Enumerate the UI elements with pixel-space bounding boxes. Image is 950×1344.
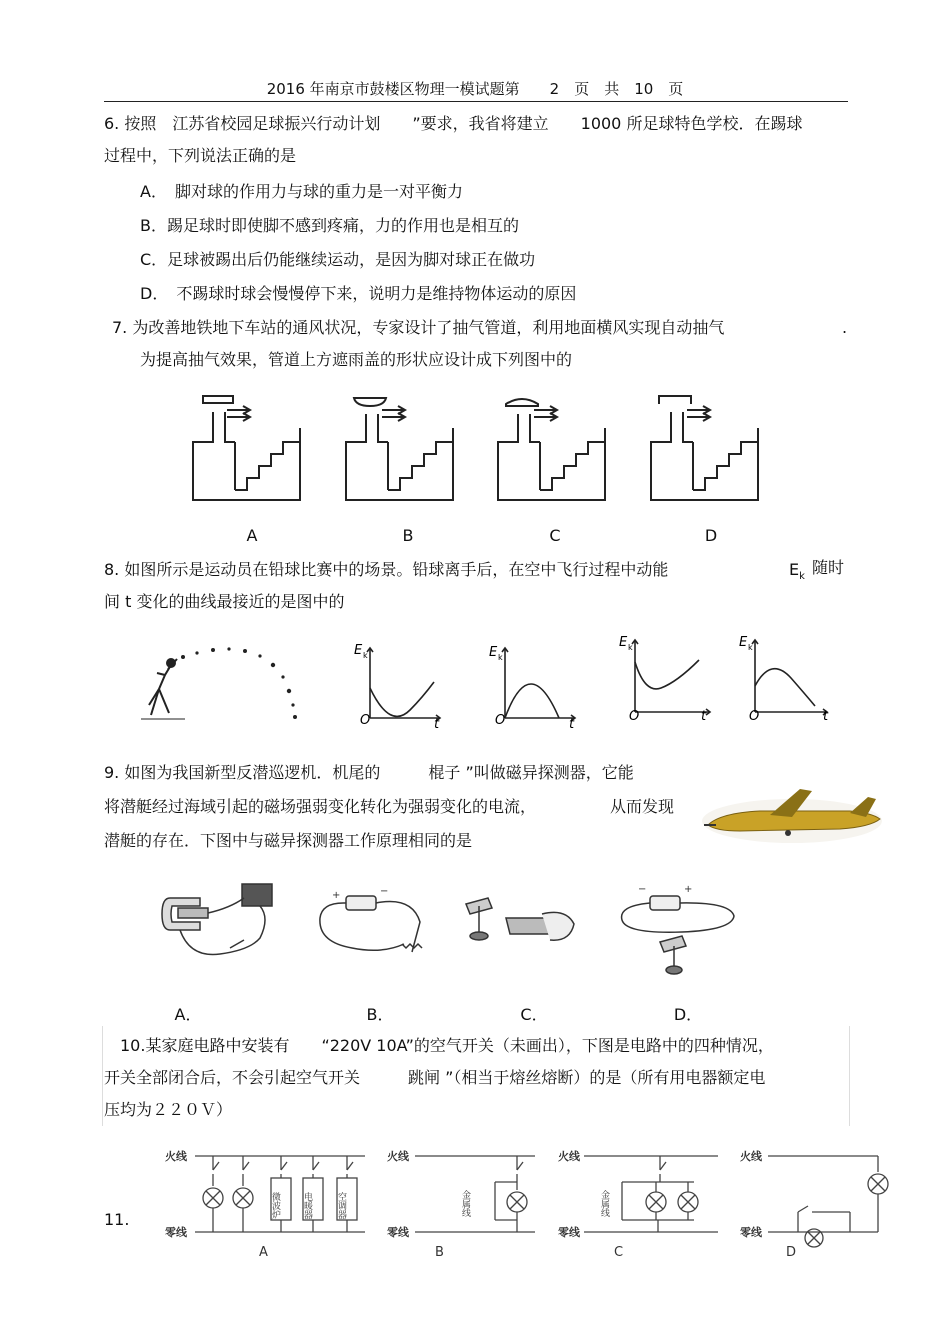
q10-label-a: A bbox=[259, 1245, 268, 1260]
q8-graph-4 bbox=[735, 632, 835, 722]
q8-line2: 间 t 变化的曲线最接近的是图中的 bbox=[104, 592, 345, 611]
svg-text:t: t bbox=[569, 717, 575, 732]
svg-text:O: O bbox=[629, 709, 640, 724]
q9-figure-d bbox=[612, 882, 742, 977]
q7-label-d: D bbox=[704, 526, 718, 545]
svg-text:O: O bbox=[360, 713, 371, 728]
patrol-aircraft-image bbox=[700, 775, 885, 845]
q10-circuit-d bbox=[738, 1140, 898, 1260]
q8-graph-3 bbox=[615, 632, 720, 722]
svg-text:+: + bbox=[332, 890, 341, 901]
svg-text:零线: 零线 bbox=[558, 1226, 580, 1239]
svg-text:k: k bbox=[748, 643, 753, 652]
q9-label-c: C． bbox=[520, 1005, 548, 1024]
svg-text:零线: 零线 bbox=[387, 1226, 409, 1239]
q9-label-d: D． bbox=[673, 1005, 703, 1024]
svg-text:E: E bbox=[489, 645, 498, 660]
q7-figure-b bbox=[338, 390, 468, 510]
q6-option-d: D． 不踢球时球会慢慢停下来，说明力是维持物体运动的原因 bbox=[140, 284, 577, 303]
q8-ek: $E_k$ bbox=[789, 560, 805, 583]
q9-line2: 将潜艇经过海域引起的磁场强弱变化转化为强弱变化的电流， bbox=[104, 797, 537, 816]
q9-figure-b bbox=[312, 882, 432, 972]
svg-text:k: k bbox=[628, 643, 633, 652]
shot-put-scene bbox=[135, 645, 310, 725]
q7-line1-end: . bbox=[842, 318, 848, 337]
q7-figure-a bbox=[185, 390, 315, 510]
svg-text:k: k bbox=[498, 653, 503, 662]
q7-label-c: C bbox=[549, 526, 561, 545]
q6-line1: 6. 按照 江苏省校园足球振兴行动计划 ”要求，我省将建立 1000 所足球特色学校．在踢球 bbox=[104, 114, 803, 133]
q10-label-b: B bbox=[435, 1245, 444, 1260]
q10-line1: 10.某家庭电路中安装有 “220V 10A”的空气开关（未画出），下图是电路中的四种情况， bbox=[120, 1036, 774, 1055]
q8-graph-2 bbox=[485, 640, 580, 732]
q7-label-a: A bbox=[246, 526, 258, 545]
q8-line1-end: 随时 bbox=[812, 558, 845, 577]
svg-text:空调器: 空调器 bbox=[336, 1192, 346, 1219]
svg-text:零线: 零线 bbox=[740, 1226, 762, 1239]
q10-label-c: C bbox=[614, 1245, 624, 1260]
q10-circuit-c bbox=[558, 1140, 733, 1260]
q10-line3: 压均为２２０Ｖ） bbox=[104, 1100, 233, 1119]
svg-text:微波炉: 微波炉 bbox=[270, 1192, 280, 1219]
q9-line1: 9. 如图为我国新型反潜巡逻机．机尾的 棍子 ”叫做磁异探测器，它能 bbox=[104, 763, 634, 782]
q10-a-live: 火线 bbox=[165, 1150, 187, 1163]
svg-text:火线: 火线 bbox=[387, 1150, 409, 1163]
svg-text:t: t bbox=[701, 709, 707, 724]
svg-text:电暖器: 电暖器 bbox=[302, 1192, 312, 1219]
q10-b-metal: 金属线 bbox=[460, 1190, 470, 1217]
q10-line2: 开关全部闭合后，不会引起空气开关 跳闸 ”（相当于熔丝熔断）的是（所有用电器额定电 bbox=[104, 1068, 766, 1087]
header-rule bbox=[104, 101, 848, 102]
q9-line2-end: 从而发现 bbox=[610, 797, 675, 816]
q9-label-a: A． bbox=[174, 1005, 202, 1024]
svg-text:火线: 火线 bbox=[558, 1150, 580, 1163]
q11-number: 11. bbox=[104, 1210, 130, 1229]
svg-text:k: k bbox=[363, 651, 368, 660]
q8-graph-1 bbox=[350, 640, 445, 732]
q7-figure-d bbox=[643, 390, 773, 510]
svg-text:O: O bbox=[495, 713, 506, 728]
svg-text:t: t bbox=[823, 709, 829, 724]
q10-circuit-b bbox=[385, 1140, 545, 1260]
q10-label-d: D bbox=[786, 1245, 797, 1260]
svg-text:−: − bbox=[380, 886, 389, 897]
q6-option-c: C．足球被踢出后仍能继续运动，是因为脚对球正在做功 bbox=[140, 250, 536, 269]
q7-label-b: B bbox=[402, 526, 414, 545]
q6-line2: 过程中，下列说法正确的是 bbox=[104, 146, 297, 165]
q10-c-metal: 金属线 bbox=[599, 1190, 609, 1217]
q9-line3: 潜艇的存在．下图中与磁异探测器工作原理相同的是 bbox=[104, 831, 473, 850]
svg-text:t: t bbox=[434, 717, 440, 732]
q8-g1-ek: E bbox=[354, 643, 363, 658]
q9-figure-c bbox=[462, 888, 582, 963]
svg-text:O: O bbox=[749, 709, 760, 724]
q10-a-neutral: 零线 bbox=[165, 1226, 187, 1239]
svg-text:E: E bbox=[619, 635, 628, 650]
svg-text:−: − bbox=[638, 884, 647, 895]
q7-figure-c bbox=[490, 390, 620, 510]
q6-option-a: A． 脚对球的作用力与球的重力是一对平衡力 bbox=[140, 182, 463, 201]
q6-option-b: B．踢足球时即使脚不感到疼痛，力的作用也是相互的 bbox=[140, 216, 519, 235]
q8-line1: 8. 如图所示是运动员在铅球比赛中的场景。铅球离手后，在空中飞行过程中动能 bbox=[104, 560, 669, 579]
q9-label-b: B． bbox=[366, 1005, 394, 1024]
q7-line1: 7. 为改善地铁地下车站的通风状况，专家设计了抽气管道，利用地面横风实现自动抽气 bbox=[112, 318, 725, 337]
svg-text:火线: 火线 bbox=[740, 1150, 762, 1163]
svg-text:E: E bbox=[739, 635, 748, 650]
q7-line2: 为提高抽气效果，管道上方遮雨盖的形状应设计成下列图中的 bbox=[140, 350, 573, 369]
q10-circuit-a bbox=[165, 1140, 375, 1260]
svg-text:+: + bbox=[684, 884, 693, 895]
page-header: 2016 年南京市鼓楼区物理一模试题第 2 页 共 10 页 bbox=[266, 80, 684, 98]
q9-figure-a bbox=[160, 878, 280, 973]
